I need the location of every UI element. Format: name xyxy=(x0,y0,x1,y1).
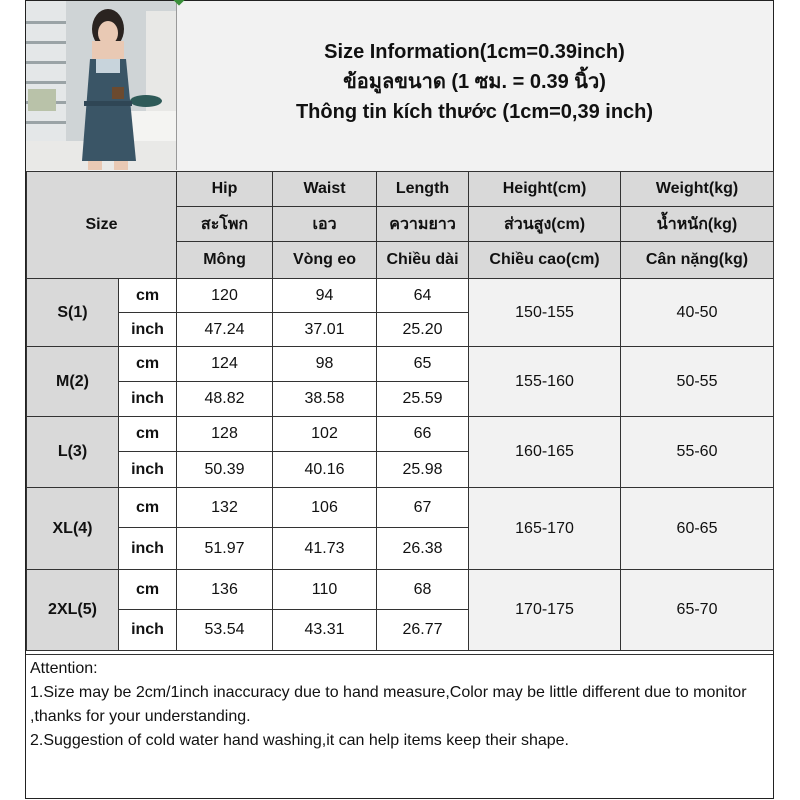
length-inch: 26.77 xyxy=(377,610,469,651)
height-range: 150-155 xyxy=(469,279,621,347)
table-row xyxy=(27,417,774,452)
length-cm: 67 xyxy=(377,488,469,528)
size-header: Size xyxy=(27,172,177,279)
unit-cm: cm xyxy=(119,279,177,313)
hip-cm: 124 xyxy=(177,347,273,382)
length-inch: 25.59 xyxy=(377,382,469,417)
unit-cm: cm xyxy=(119,570,177,610)
weight-range: 50-55 xyxy=(621,347,774,417)
col-waist-vi: Vòng eo xyxy=(273,242,377,279)
hip-cm: 132 xyxy=(177,488,273,528)
col-height-en: Height(cm) xyxy=(469,172,621,207)
waist-inch: 38.58 xyxy=(273,382,377,417)
table-row xyxy=(27,488,774,528)
height-range: 165-170 xyxy=(469,488,621,570)
length-inch: 25.20 xyxy=(377,313,469,347)
unit-inch: inch xyxy=(119,610,177,651)
waist-cm: 94 xyxy=(273,279,377,313)
weight-range: 60-65 xyxy=(621,488,774,570)
unit-cm: cm xyxy=(119,347,177,382)
col-waist-th: เอว xyxy=(273,207,377,242)
col-height-vi: Chiều cao(cm) xyxy=(469,242,621,279)
note-item: 1.Size may be 2cm/1inch inaccuracy due to hand measure,Color may be little different due to monitor ,thanks for your understanding. xyxy=(30,684,747,725)
hip-inch: 47.24 xyxy=(177,313,273,347)
product-photo xyxy=(26,1,177,170)
note-item: 2.Suggestion of cold water hand washing,it can help items keep their shape. xyxy=(30,732,569,749)
col-length-th: ความยาว xyxy=(377,207,469,242)
height-range: 170-175 xyxy=(469,570,621,651)
unit-inch: inch xyxy=(119,382,177,417)
header-row-english xyxy=(27,172,774,207)
size-label: XL(4) xyxy=(27,488,119,570)
length-cm: 65 xyxy=(377,347,469,382)
weight-range: 40-50 xyxy=(621,279,774,347)
col-hip-en: Hip xyxy=(177,172,273,207)
hip-cm: 136 xyxy=(177,570,273,610)
title-english: Size Information(1cm=0.39inch) xyxy=(324,41,625,63)
waist-inch: 41.73 xyxy=(273,528,377,570)
header-area xyxy=(26,1,773,172)
col-length-vi: Chiều dài xyxy=(377,242,469,279)
size-label: M(2) xyxy=(27,347,119,417)
hip-cm: 120 xyxy=(177,279,273,313)
col-waist-en: Waist xyxy=(273,172,377,207)
size-label: L(3) xyxy=(27,417,119,488)
hip-inch: 48.82 xyxy=(177,382,273,417)
title-thai: ข้อมูลขนาด (1 ซม. = 0.39 นิ้ว) xyxy=(343,71,606,93)
waist-cm: 98 xyxy=(273,347,377,382)
hip-inch: 53.54 xyxy=(177,610,273,651)
length-inch: 26.38 xyxy=(377,528,469,570)
col-weight-vi: Cân nặng(kg) xyxy=(621,242,774,279)
notes-heading: Attention: xyxy=(30,660,98,677)
length-cm: 66 xyxy=(377,417,469,452)
attention-notes xyxy=(26,654,773,798)
unit-inch: inch xyxy=(119,313,177,347)
size-table xyxy=(26,171,774,651)
unit-cm: cm xyxy=(119,488,177,528)
title-block xyxy=(176,37,773,127)
hip-cm: 128 xyxy=(177,417,273,452)
unit-cm: cm xyxy=(119,417,177,452)
title-vietnamese: Thông tin kích thước (1cm=0,39 inch) xyxy=(295,101,654,123)
table-row xyxy=(27,279,774,313)
table-row xyxy=(27,347,774,382)
size-label: 2XL(5) xyxy=(27,570,119,651)
hip-inch: 50.39 xyxy=(177,452,273,488)
size-chart-sheet xyxy=(25,0,774,799)
length-inch: 25.98 xyxy=(377,452,469,488)
waist-inch: 40.16 xyxy=(273,452,377,488)
col-hip-th: สะโพก xyxy=(177,207,273,242)
height-range: 155-160 xyxy=(469,347,621,417)
waist-cm: 106 xyxy=(273,488,377,528)
unit-inch: inch xyxy=(119,528,177,570)
col-weight-en: Weight(kg) xyxy=(621,172,774,207)
table-row xyxy=(27,570,774,610)
col-hip-vi: Mông xyxy=(177,242,273,279)
product-photo-image xyxy=(26,1,176,170)
waist-cm: 102 xyxy=(273,417,377,452)
length-cm: 64 xyxy=(377,279,469,313)
waist-inch: 43.31 xyxy=(273,610,377,651)
col-height-th: ส่วนสูง(cm) xyxy=(469,207,621,242)
size-label: S(1) xyxy=(27,279,119,347)
waist-inch: 37.01 xyxy=(273,313,377,347)
col-weight-th: น้ำหนัก(kg) xyxy=(621,207,774,242)
length-cm: 68 xyxy=(377,570,469,610)
weight-range: 55-60 xyxy=(621,417,774,488)
col-length-en: Length xyxy=(377,172,469,207)
hip-inch: 51.97 xyxy=(177,528,273,570)
waist-cm: 110 xyxy=(273,570,377,610)
height-range: 160-165 xyxy=(469,417,621,488)
unit-inch: inch xyxy=(119,452,177,488)
weight-range: 65-70 xyxy=(621,570,774,651)
